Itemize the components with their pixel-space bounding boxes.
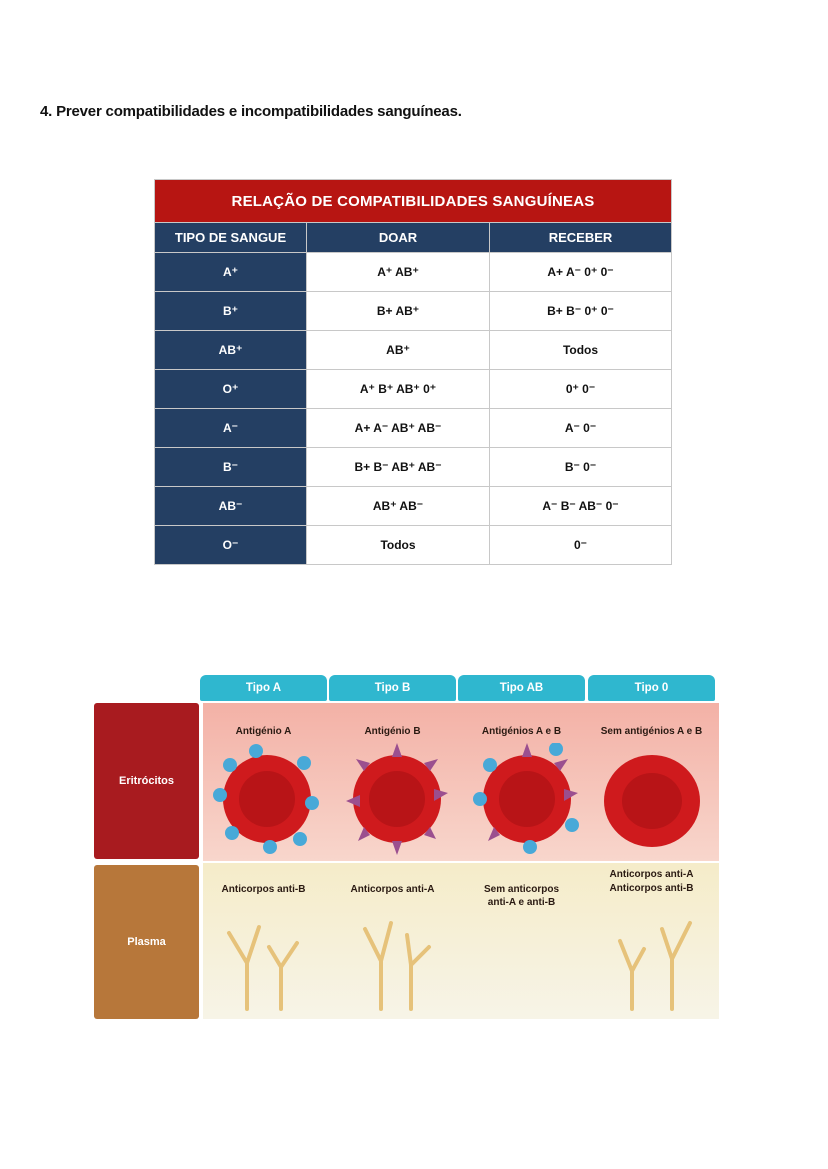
donate-cell: B+ AB⁺: [307, 292, 490, 331]
column-tab-type-ab: Tipo AB: [458, 675, 585, 701]
table-row: [155, 370, 672, 409]
donate-cell: B+ B⁻ AB⁺ AB⁻: [307, 448, 490, 487]
blood-type-figure: [94, 675, 719, 1021]
antigen-caption: Antigénios A e B: [481, 726, 562, 737]
column-tab-type-a: Tipo A: [200, 675, 327, 701]
blood-type-cell: B⁻: [155, 448, 307, 487]
donate-cell: Todos: [307, 526, 490, 565]
column-tab-type-b: Tipo B: [329, 675, 456, 701]
receive-cell: A⁻ B⁻ AB⁻ 0⁻: [490, 487, 672, 526]
antibody-anti-a-icon: [349, 913, 439, 1013]
table-row: [155, 253, 672, 292]
donate-cell: AB⁺ AB⁻: [307, 487, 490, 526]
table-row: [155, 292, 672, 331]
antibody-caption: Anticorpos anti-A: [609, 869, 694, 880]
red-blood-cell-ab-icon: [472, 743, 582, 855]
blood-type-cell: O⁻: [155, 526, 307, 565]
receive-cell: A⁻ 0⁻: [490, 409, 672, 448]
antigen-caption: Antigénio A: [235, 726, 292, 737]
blood-type-cell: AB⁻: [155, 487, 307, 526]
donate-cell: A+ A⁻ AB⁺ AB⁻: [307, 409, 490, 448]
receive-cell: Todos: [490, 331, 672, 370]
red-blood-cell-o-icon: [600, 751, 704, 851]
table-row: [155, 409, 672, 448]
receive-cell: 0⁻: [490, 526, 672, 565]
compatibility-table: [154, 179, 672, 565]
receive-cell: 0⁺ 0⁻: [490, 370, 672, 409]
row-label-erythrocytes: Eritrócitos: [94, 703, 199, 859]
antibody-caption: Anticorpos anti-A: [350, 884, 435, 895]
table-title: RELAÇÃO DE COMPATIBILIDADES SANGUÍNEAS: [155, 180, 672, 223]
antibody-anti-b-icon: [219, 913, 309, 1013]
table-row: [155, 487, 672, 526]
blood-type-cell: A⁻: [155, 409, 307, 448]
donate-cell: AB⁺: [307, 331, 490, 370]
donate-cell: A⁺ AB⁺: [307, 253, 490, 292]
receive-cell: B+ B⁻ 0⁺ 0⁻: [490, 292, 672, 331]
blood-type-cell: AB⁺: [155, 331, 307, 370]
antibody-caption: anti-A e anti-B: [487, 897, 556, 908]
donate-cell: A⁺ B⁺ AB⁺ 0⁺: [307, 370, 490, 409]
section-heading: 4. Prever compatibilidades e incompatibilidades sanguíneas.: [40, 103, 462, 120]
table-row: [155, 526, 672, 565]
antibody-caption: Anticorpos anti-B: [221, 884, 306, 895]
antibody-anti-a-and-b-icon: [608, 913, 698, 1013]
table-row: [155, 331, 672, 370]
table-row: [155, 448, 672, 487]
column-header-receive: RECEBER: [490, 223, 672, 253]
column-header-donate: DOAR: [307, 223, 490, 253]
column-header-type: TIPO DE SANGUE: [155, 223, 307, 253]
blood-type-cell: A⁺: [155, 253, 307, 292]
row-label-plasma: Plasma: [94, 865, 199, 1019]
blood-type-cell: O⁺: [155, 370, 307, 409]
receive-cell: A+ A⁻ 0⁺ 0⁻: [490, 253, 672, 292]
red-blood-cell-b-icon: [342, 743, 452, 855]
blood-type-cell: B⁺: [155, 292, 307, 331]
antigen-caption: Antigénio B: [364, 726, 421, 737]
antibody-caption: Sem anticorpos: [483, 884, 560, 895]
red-blood-cell-a-icon: [212, 743, 322, 855]
column-tab-type-0: Tipo 0: [588, 675, 715, 701]
antibody-caption: Anticorpos anti-B: [609, 883, 694, 894]
receive-cell: B⁻ 0⁻: [490, 448, 672, 487]
antigen-caption: Sem antigénios A e B: [600, 726, 703, 737]
